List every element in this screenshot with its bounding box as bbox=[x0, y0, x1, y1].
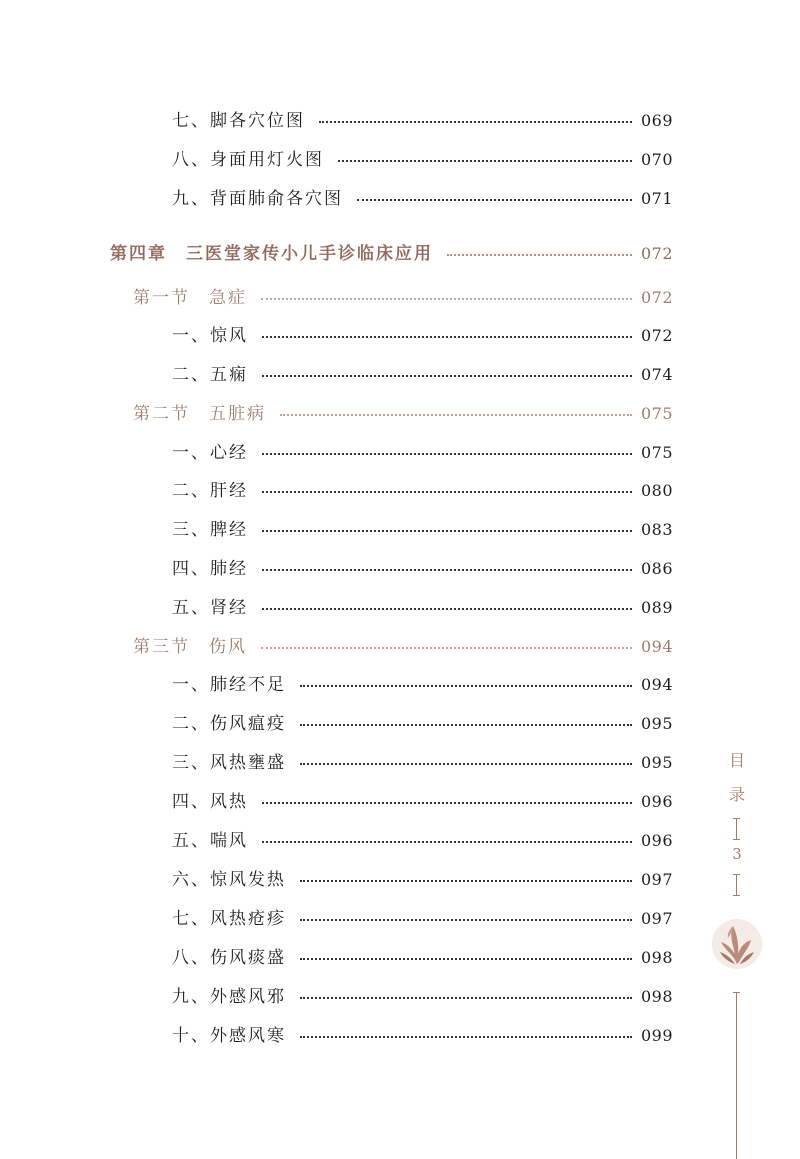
dot-leader bbox=[261, 647, 632, 649]
dot-leader bbox=[262, 336, 632, 338]
toc-entry-page: 075 bbox=[640, 404, 673, 423]
toc-entry-page: 072 bbox=[640, 326, 673, 345]
toc-item bbox=[172, 148, 673, 172]
toc-item bbox=[172, 363, 673, 387]
toc-entry-title: 二、伤风瘟疫 bbox=[172, 714, 286, 734]
toc-entry-title: 六、惊风发热 bbox=[172, 870, 286, 890]
toc-item bbox=[172, 673, 673, 697]
toc-entry-page: 075 bbox=[640, 443, 673, 462]
toc-item bbox=[172, 946, 673, 970]
toc-entry-title: 一、肺经不足 bbox=[172, 675, 286, 695]
toc-entry-page: 096 bbox=[640, 831, 673, 850]
dot-leader bbox=[319, 121, 632, 123]
dot-leader bbox=[300, 1036, 632, 1038]
toc-item bbox=[172, 829, 673, 853]
side-rule bbox=[736, 992, 737, 1159]
toc-entry-title: 九、背面肺俞各穴图 bbox=[172, 189, 343, 209]
toc-section bbox=[133, 402, 673, 426]
toc-entry-title: 第三节 伤风 bbox=[133, 637, 247, 657]
toc-entry-title: 八、伤风痰盛 bbox=[172, 948, 286, 968]
toc-item bbox=[172, 441, 673, 465]
toc-item bbox=[172, 479, 673, 503]
toc-entry-title: 四、肺经 bbox=[172, 559, 248, 579]
toc-entry-title: 五、喘风 bbox=[172, 831, 248, 851]
toc-entry-title: 一、心经 bbox=[172, 443, 248, 463]
toc-item bbox=[172, 985, 673, 1009]
page-number: 3 bbox=[732, 845, 742, 863]
toc-item bbox=[172, 1024, 673, 1048]
toc-entry-title: 第二节 五脏病 bbox=[133, 404, 266, 424]
toc-item bbox=[172, 712, 673, 736]
side-label-mu: 目 bbox=[728, 751, 745, 770]
toc-entry-title: 二、肝经 bbox=[172, 481, 248, 501]
toc-entry-page: 094 bbox=[640, 637, 673, 656]
toc-item bbox=[172, 868, 673, 892]
dot-leader bbox=[300, 958, 632, 960]
toc-entry-page: 074 bbox=[640, 365, 673, 384]
dot-leader bbox=[262, 802, 632, 804]
toc-entry-title: 二、五痫 bbox=[172, 365, 248, 385]
page-number-tick-bottom bbox=[736, 874, 737, 896]
toc-chapter bbox=[110, 242, 673, 266]
toc-entry-page: 086 bbox=[640, 559, 673, 578]
toc-entry-page: 069 bbox=[640, 111, 673, 130]
toc-entry-page: 072 bbox=[640, 288, 673, 307]
page-number-tick-top bbox=[736, 818, 737, 840]
toc-entry-page: 080 bbox=[640, 481, 673, 500]
dot-leader bbox=[262, 530, 632, 532]
toc-item bbox=[172, 907, 673, 931]
toc-entry-title: 五、肾经 bbox=[172, 598, 248, 618]
toc-entry-title: 十、外感风寒 bbox=[172, 1026, 286, 1046]
toc-entry-page: 071 bbox=[640, 189, 673, 208]
floral-ornament-icon bbox=[711, 918, 763, 970]
toc-entry-title: 八、身面用灯火图 bbox=[172, 150, 324, 170]
toc-entry-page: 095 bbox=[640, 714, 673, 733]
toc-entry-title: 九、外感风邪 bbox=[172, 987, 286, 1007]
dot-leader bbox=[262, 491, 632, 493]
toc-item bbox=[172, 557, 673, 581]
dot-leader bbox=[300, 997, 632, 999]
toc-entry-page: 099 bbox=[640, 1026, 673, 1045]
dot-leader bbox=[262, 569, 632, 571]
toc-entry-page: 096 bbox=[640, 792, 673, 811]
dot-leader bbox=[300, 685, 632, 687]
toc-item bbox=[172, 109, 673, 133]
dot-leader bbox=[447, 254, 632, 256]
dot-leader bbox=[300, 763, 632, 765]
toc-entry-title: 七、脚各穴位图 bbox=[172, 111, 305, 131]
toc-entry-page: 094 bbox=[640, 675, 673, 694]
dot-leader bbox=[300, 919, 632, 921]
dot-leader bbox=[300, 724, 632, 726]
toc-section bbox=[133, 286, 673, 310]
toc-entry-title: 七、风热疮疹 bbox=[172, 909, 286, 929]
toc-entry-page: 089 bbox=[640, 598, 673, 617]
toc-entry-title: 第一节 急症 bbox=[133, 288, 247, 308]
toc-item bbox=[172, 324, 673, 348]
toc-entry-page: 097 bbox=[640, 870, 673, 889]
toc-entry-page: 098 bbox=[640, 948, 673, 967]
toc-item bbox=[172, 790, 673, 814]
toc-entry-title: 四、风热 bbox=[172, 792, 248, 812]
dot-leader bbox=[338, 160, 632, 162]
dot-leader bbox=[261, 298, 632, 300]
dot-leader bbox=[262, 841, 632, 843]
dot-leader bbox=[262, 375, 632, 377]
toc-entry-page: 072 bbox=[640, 244, 673, 263]
toc-item bbox=[172, 751, 673, 775]
dot-leader bbox=[357, 199, 632, 201]
toc-section bbox=[133, 635, 673, 659]
side-label-lu: 录 bbox=[728, 785, 745, 804]
toc-entry-page: 083 bbox=[640, 520, 673, 539]
dot-leader bbox=[262, 608, 632, 610]
toc-entry-title: 三、脾经 bbox=[172, 520, 248, 540]
toc-item bbox=[172, 187, 673, 211]
toc-entry-title: 一、惊风 bbox=[172, 326, 248, 346]
toc-item bbox=[172, 518, 673, 542]
dot-leader bbox=[280, 414, 632, 416]
toc-entry-page: 098 bbox=[640, 987, 673, 1006]
toc-entry-page: 070 bbox=[640, 150, 673, 169]
toc-entry-page: 097 bbox=[640, 909, 673, 928]
toc-item bbox=[172, 596, 673, 620]
toc-entry-title: 三、风热壅盛 bbox=[172, 753, 286, 773]
toc-entry-page: 095 bbox=[640, 753, 673, 772]
dot-leader bbox=[300, 880, 632, 882]
toc-entry-title: 第四章 三医堂家传小儿手诊临床应用 bbox=[110, 244, 433, 264]
dot-leader bbox=[262, 453, 632, 455]
